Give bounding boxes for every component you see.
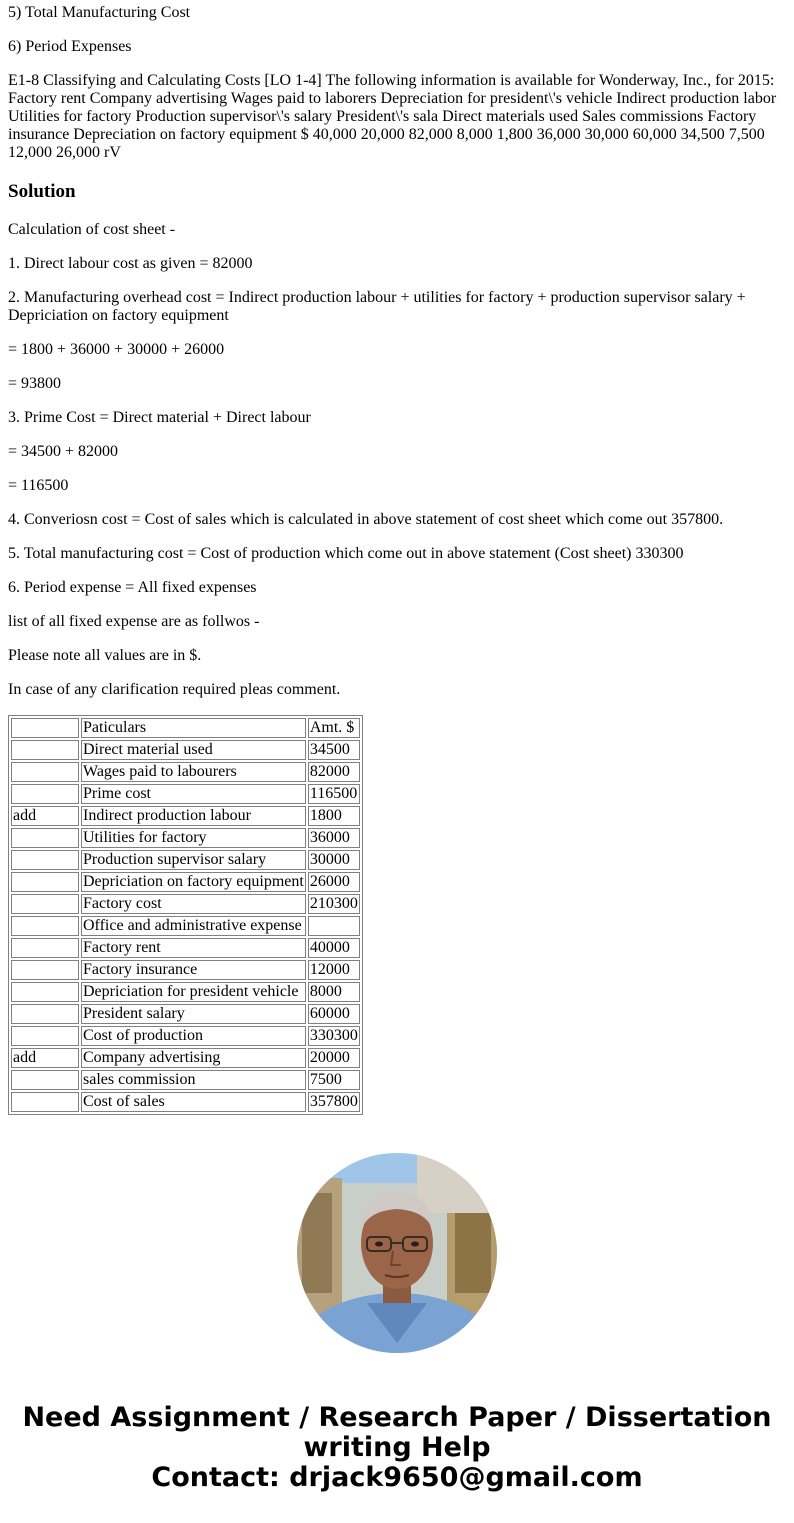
- particular-cell: Depriciation on factory equipment: [83, 873, 304, 890]
- amount-cell: 40000: [308, 938, 360, 958]
- solution-line: 3. Prime Cost = Direct material + Direct labour: [8, 409, 311, 426]
- particular-cell: President salary: [81, 1004, 306, 1024]
- amount-cell: 8000: [308, 982, 360, 1002]
- table-row: [11, 762, 360, 782]
- solution-line: = 116500: [8, 477, 69, 494]
- amount-cell: 1800: [308, 806, 360, 826]
- row-prefix-cell: [11, 740, 79, 760]
- row-prefix-cell: [11, 1026, 79, 1046]
- solution-line: Calculation of cost sheet -: [8, 221, 176, 238]
- solution-line: 4. Converiosn cost = Cost of sales which is calculated in above statement of cost sheet which come out 357800.: [8, 511, 724, 528]
- amount-cell: 26000: [308, 872, 360, 892]
- row-prefix-cell: [11, 784, 79, 804]
- particular-cell: Utilities for factory: [81, 828, 306, 848]
- table-row: [11, 916, 360, 936]
- table-row: [11, 740, 360, 760]
- particular-cell: Paticulars: [81, 718, 306, 738]
- row-prefix-cell: [11, 960, 79, 980]
- particular-cell: Production supervisor salary: [81, 850, 306, 870]
- particular-cell: Company advertising: [81, 1048, 306, 1068]
- table-row: [11, 872, 360, 892]
- particular-cell: sales commission: [81, 1070, 306, 1090]
- amount-cell: 357800: [309, 1093, 358, 1110]
- table-row: [11, 960, 360, 980]
- row-prefix-cell: [11, 850, 79, 870]
- amount-cell: 60000: [308, 1004, 360, 1024]
- table-row: [11, 1026, 360, 1046]
- row-prefix-cell: [11, 982, 79, 1002]
- amount-cell: 30000: [308, 850, 360, 870]
- solution-line: In case of any clarification required pleas comment.: [8, 681, 341, 698]
- particular-cell: Indirect production labour: [81, 806, 306, 826]
- author-avatar: [297, 1153, 497, 1353]
- author-photo: [297, 1153, 497, 1353]
- particular-cell: Office and administrative expense: [81, 916, 306, 936]
- table-row: [11, 850, 360, 870]
- cost-sheet-table: [8, 715, 363, 1115]
- row-prefix-cell: [11, 718, 79, 738]
- table-row: [11, 806, 360, 826]
- amount-cell: Amt. $: [308, 718, 360, 738]
- solution-heading: Solution: [8, 181, 76, 202]
- question-item-5: 5) Total Manufacturing Cost: [8, 4, 191, 21]
- document-body: [8, 4, 786, 1115]
- solution-line: list of all fixed expense are as follwos -: [8, 613, 260, 630]
- amount-cell: 330300: [309, 1027, 358, 1044]
- amount-cell: 210300: [309, 895, 358, 912]
- solution-line: 5. Total manufacturing cost = Cost of production which come out in above statement (Cost sheet) 330300: [8, 545, 684, 562]
- solution-line: 6. Period expense = All fixed expenses: [8, 579, 257, 596]
- cost-sheet-body: [11, 718, 360, 1112]
- table-row: [11, 718, 360, 738]
- particular-cell: Factory rent: [81, 938, 306, 958]
- problem-statement: E1-8 Classifying and Calculating Costs [LO 1-4] The following information is available for Wonderway, Inc., for 2015: Factory rent Company advertising Wages paid to laborers Depreciation for president\'s vehicle Indirect production labor Utilities for factory Production supervisor\'s salary President\'s sala Direct materials used Sales commissions Factory insurance Depreciation on factory equipment $ 40,000 20,000 82,000 8,000 1,800 36,000 30,000 60,000 34,500 7,500 12,000 26,000 rV: [8, 72, 777, 161]
- particular-cell: Cost of sales: [81, 1092, 306, 1112]
- amount-cell: 82000: [308, 762, 360, 782]
- row-prefix-cell: [11, 894, 79, 914]
- solution-line: 1. Direct labour cost as given = 82000: [8, 255, 253, 272]
- row-prefix-cell: [11, 916, 79, 936]
- particular-cell: Cost of production: [81, 1026, 306, 1046]
- particular-cell: Prime cost: [81, 784, 306, 804]
- table-row: [11, 1092, 360, 1112]
- amount-cell: 7500: [308, 1070, 360, 1090]
- amount-cell: 36000: [308, 828, 360, 848]
- question-item-6: 6) Period Expenses: [8, 38, 132, 55]
- amount-cell: [308, 916, 360, 936]
- solution-line: = 34500 + 82000: [8, 443, 119, 460]
- particular-cell: Direct material used: [81, 740, 306, 760]
- row-prefix-cell: [11, 762, 79, 782]
- table-row: [11, 1004, 360, 1024]
- particular-cell: Factory cost: [81, 894, 306, 914]
- row-prefix-cell: add: [11, 1048, 79, 1068]
- row-prefix-cell: [11, 1092, 79, 1112]
- row-prefix-cell: [11, 938, 79, 958]
- particular-cell: Depriciation for president vehicle: [81, 982, 306, 1002]
- particular-cell: Wages paid to labourers: [81, 762, 306, 782]
- promo-line-1: Need Assignment / Research Paper / Dissertation: [22, 1402, 772, 1433]
- row-prefix-cell: [11, 828, 79, 848]
- table-row: [11, 1048, 360, 1068]
- table-row: [11, 1070, 360, 1090]
- promo-line-2: writing Help: [303, 1432, 491, 1463]
- amount-cell: 34500: [308, 740, 360, 760]
- promo-footer: [0, 1403, 794, 1493]
- table-row: [11, 894, 360, 914]
- table-row: [11, 938, 360, 958]
- table-row: [11, 784, 360, 804]
- solution-line: 2. Manufacturing overhead cost = Indirect production labour + utilities for factory + production supervisor salary + Depriciation on factory equipment: [8, 289, 746, 324]
- solution-line: = 1800 + 36000 + 30000 + 26000: [8, 341, 225, 358]
- table-row: [11, 828, 360, 848]
- particular-cell: Factory insurance: [81, 960, 306, 980]
- amount-cell: 12000: [308, 960, 360, 980]
- solution-line: Please note all values are in $.: [8, 647, 202, 664]
- row-prefix-cell: add: [11, 806, 79, 826]
- promo-contact: Contact: drjack9650@gmail.com: [151, 1462, 643, 1493]
- row-prefix-cell: [11, 872, 79, 892]
- row-prefix-cell: [11, 1070, 79, 1090]
- solution-line: = 93800: [8, 375, 62, 392]
- amount-cell: 20000: [308, 1048, 360, 1068]
- table-row: [11, 982, 360, 1002]
- row-prefix-cell: [11, 1004, 79, 1024]
- amount-cell: 116500: [308, 784, 360, 804]
